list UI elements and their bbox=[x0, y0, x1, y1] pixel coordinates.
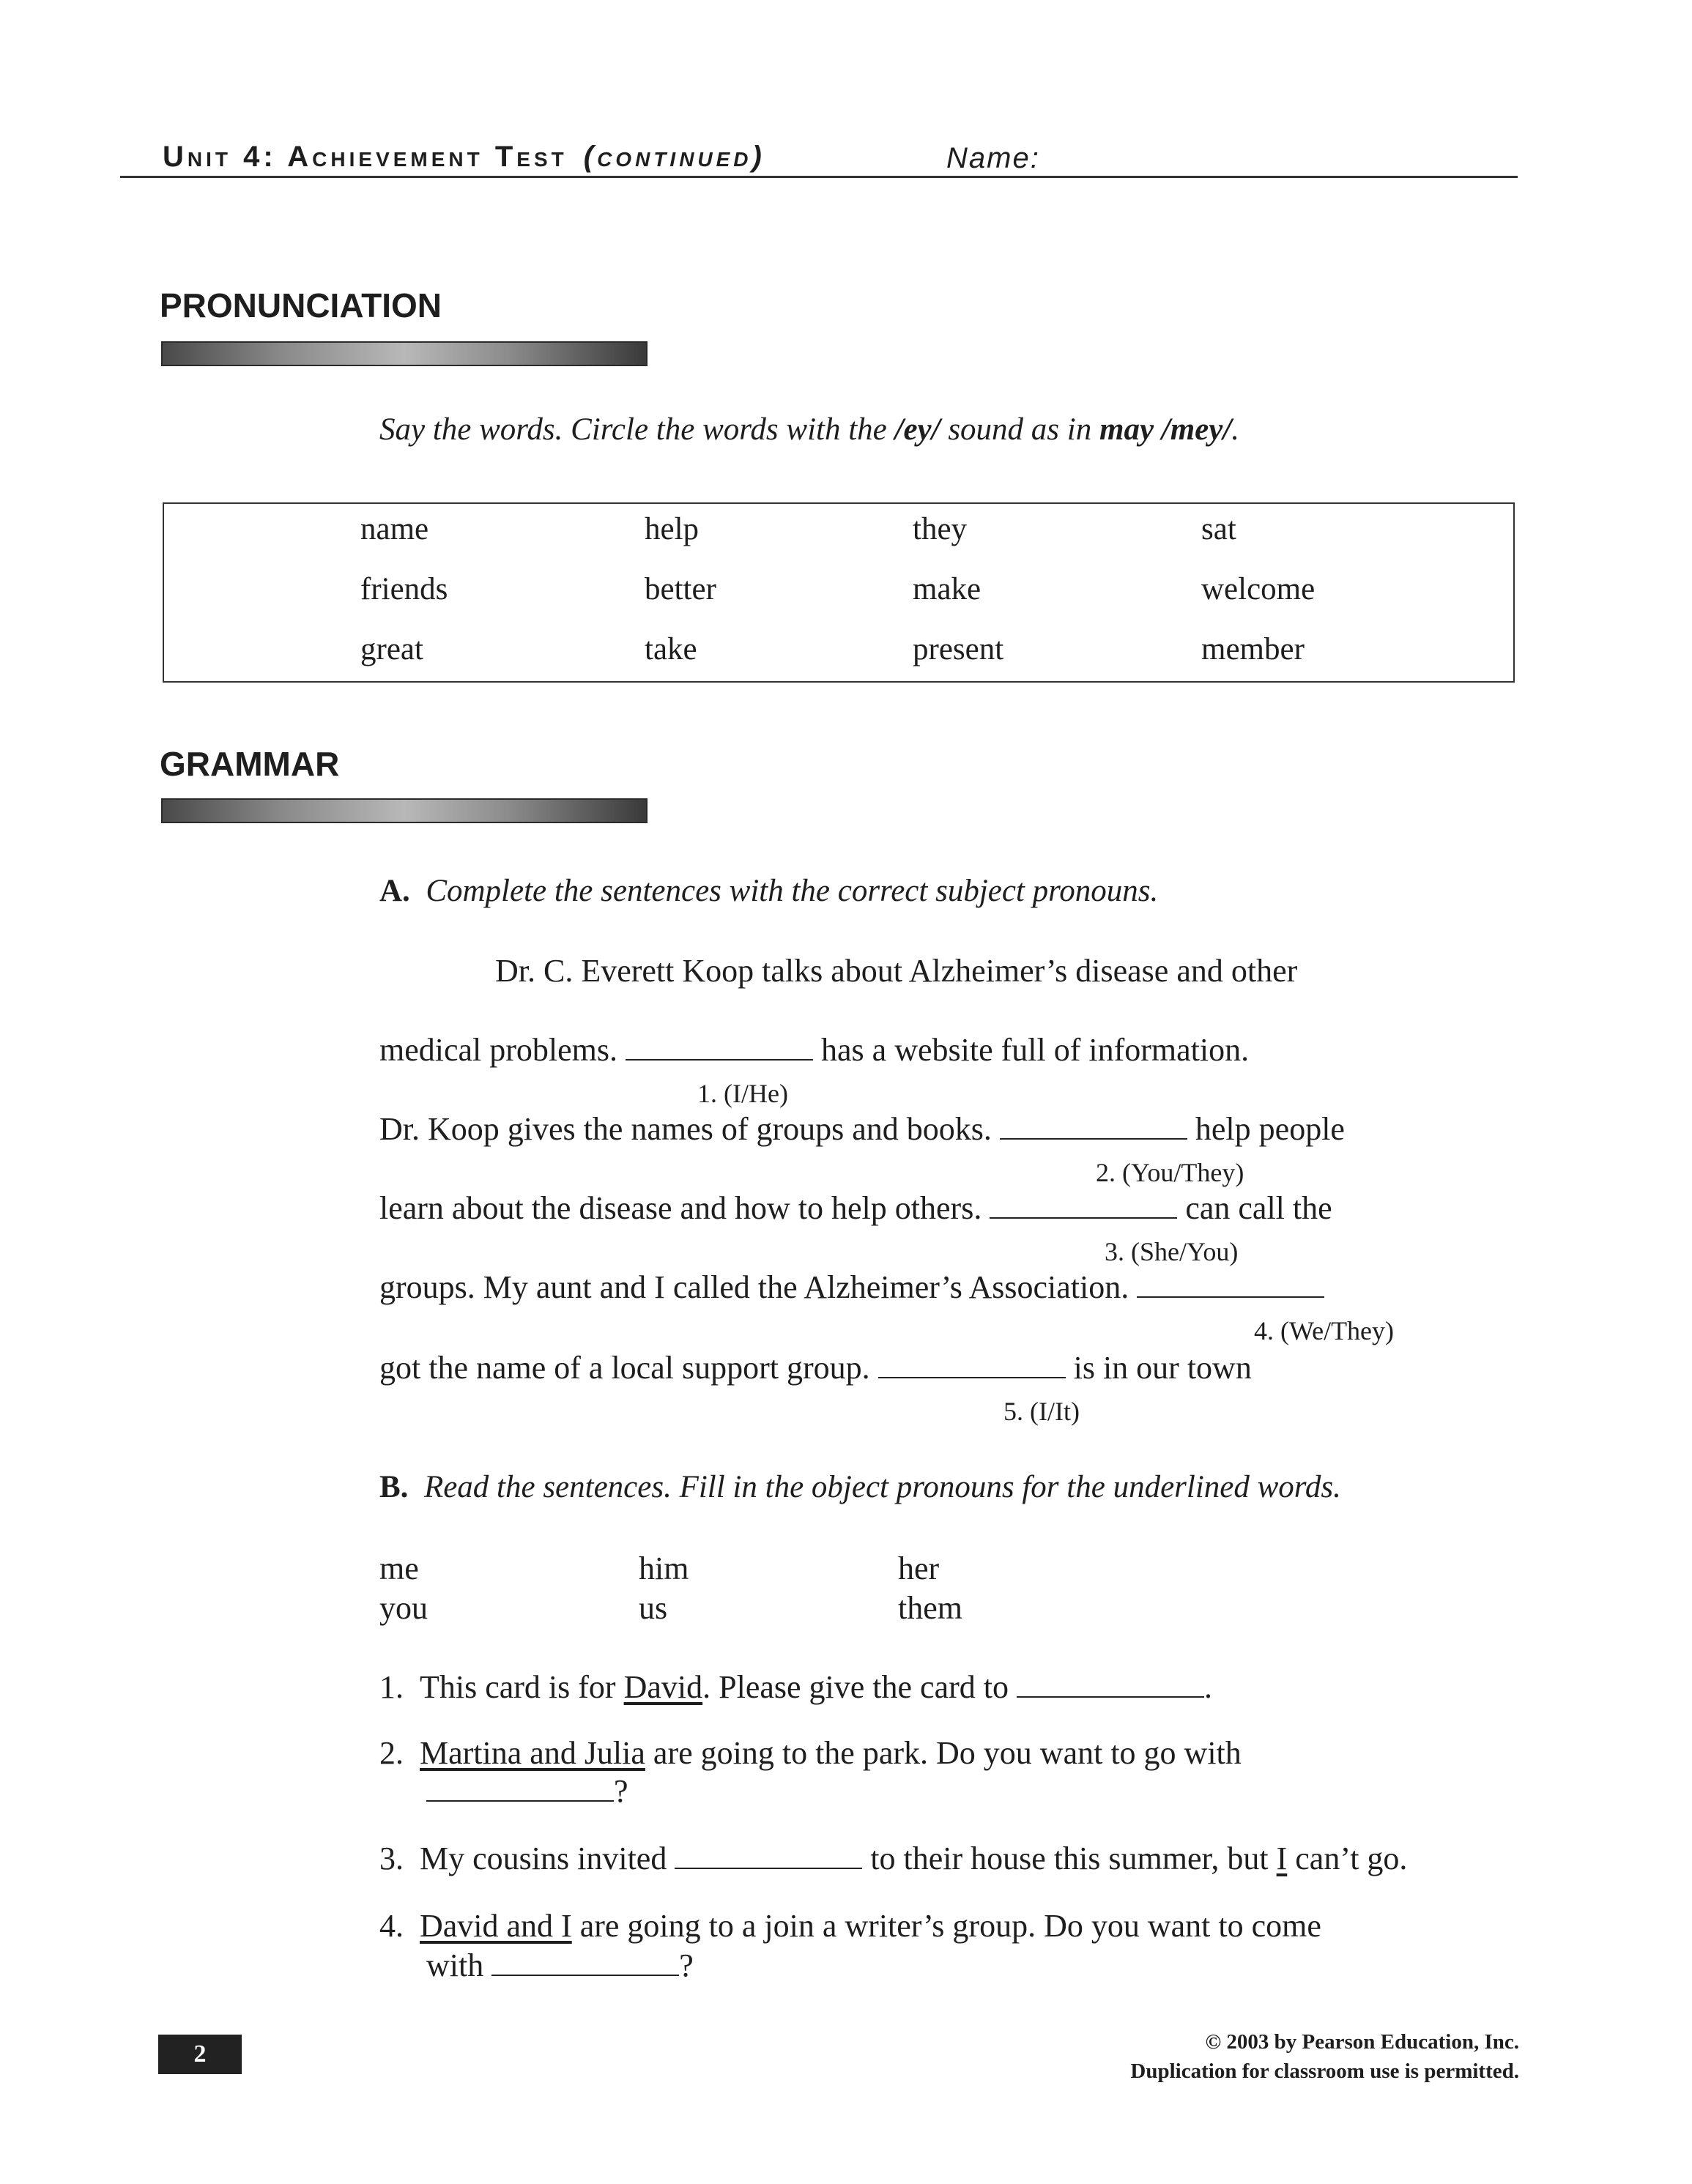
copyright-line-1: © 2003 by Pearson Education, Inc. bbox=[1205, 2030, 1519, 2054]
word-item[interactable]: present bbox=[913, 632, 1004, 666]
question-2-continuation: ? bbox=[426, 1772, 628, 1810]
cue-4: 4. (We/They) bbox=[1254, 1316, 1395, 1345]
cue-3: 3. (She/You) bbox=[1105, 1237, 1239, 1266]
pronoun-item: us bbox=[639, 1590, 668, 1626]
answer-blank-5[interactable] bbox=[878, 1375, 1066, 1378]
pronoun-item: her bbox=[898, 1550, 940, 1586]
passage-line-4: learn about the disease and how to help others. can call the bbox=[379, 1190, 1332, 1226]
passage-line-5: groups. My aunt and I called the Alzheimer’s Association. bbox=[379, 1269, 1324, 1306]
object-blank-3[interactable] bbox=[675, 1866, 862, 1869]
part-b-instruction: B. Read the sentences. Fill in the object pronouns for the underlined words. bbox=[379, 1470, 1341, 1504]
object-blank-2[interactable] bbox=[426, 1799, 614, 1802]
word-item[interactable]: welcome bbox=[1201, 572, 1316, 606]
pronunciation-heading: PRONUNCIATION bbox=[160, 286, 442, 324]
passage-line-1: Dr. C. Everett Koop talks about Alzheimer’s disease and other bbox=[495, 953, 1298, 989]
part-a-instruction: A. Complete the sentences with the correct subject pronouns. bbox=[379, 874, 1159, 908]
answer-blank-2[interactable] bbox=[1000, 1137, 1187, 1140]
copyright-line-2: Duplication for classroom use is permitted. bbox=[1130, 2059, 1519, 2083]
pronoun-item: you bbox=[379, 1590, 428, 1626]
object-blank-4[interactable] bbox=[491, 1973, 679, 1976]
word-item[interactable]: make bbox=[913, 572, 982, 606]
answer-blank-4[interactable] bbox=[1137, 1295, 1324, 1298]
grammar-heading: GRAMMAR bbox=[160, 745, 340, 783]
passage-line-2: medical problems. has a website full of information. bbox=[379, 1032, 1250, 1068]
question-2: 2. Martina and Julia are going to the park. Do you want to go with bbox=[379, 1735, 1242, 1771]
object-blank-1[interactable] bbox=[1017, 1695, 1204, 1698]
word-item[interactable]: name bbox=[360, 512, 429, 546]
word-item[interactable]: friends bbox=[360, 572, 448, 606]
cue-2: 2. (You/They) bbox=[1096, 1158, 1244, 1187]
pronoun-item: them bbox=[898, 1590, 962, 1626]
question-4: 4. David and I are going to a join a writer’s group. Do you want to come bbox=[379, 1908, 1321, 1944]
question-3: 3. My cousins invited to their house this summer, but I can’t go. bbox=[379, 1841, 1408, 1876]
word-item[interactable]: help bbox=[645, 512, 700, 546]
passage-line-6: got the name of a local support group. is in our town bbox=[379, 1350, 1252, 1386]
cue-1: 1. (I/He) bbox=[697, 1079, 788, 1108]
question-1: 1. This card is for David. Please give the card to . bbox=[379, 1669, 1212, 1705]
word-item[interactable]: sat bbox=[1201, 512, 1236, 546]
passage-line-3: Dr. Koop gives the names of groups and books. help people bbox=[379, 1111, 1345, 1147]
pronunciation-bar bbox=[161, 341, 648, 366]
page-number: 2 bbox=[158, 2035, 242, 2074]
word-item[interactable]: great bbox=[360, 632, 423, 666]
continued-label: (continued) bbox=[583, 141, 765, 173]
word-item[interactable]: they bbox=[913, 512, 968, 546]
cue-5: 5. (I/It) bbox=[1003, 1397, 1080, 1426]
answer-blank-1[interactable] bbox=[626, 1058, 813, 1061]
grammar-bar bbox=[161, 798, 648, 823]
pronoun-item: me bbox=[379, 1550, 419, 1586]
answer-blank-3[interactable] bbox=[990, 1216, 1177, 1219]
word-item[interactable]: better bbox=[645, 572, 716, 606]
question-4-continuation: with ? bbox=[426, 1947, 694, 1983]
header-title bbox=[163, 141, 765, 174]
pronunciation-instruction: Say the words. Circle the words with the /ey/ sound as in may /mey/. bbox=[379, 412, 1240, 447]
word-item[interactable]: take bbox=[645, 632, 697, 666]
name-label: Name: bbox=[946, 142, 1040, 174]
header-rule bbox=[120, 176, 1518, 178]
word-item[interactable]: member bbox=[1201, 632, 1305, 666]
pronoun-item: him bbox=[639, 1550, 689, 1586]
unit-title: Unit 4: Achievement Test bbox=[163, 141, 568, 173]
